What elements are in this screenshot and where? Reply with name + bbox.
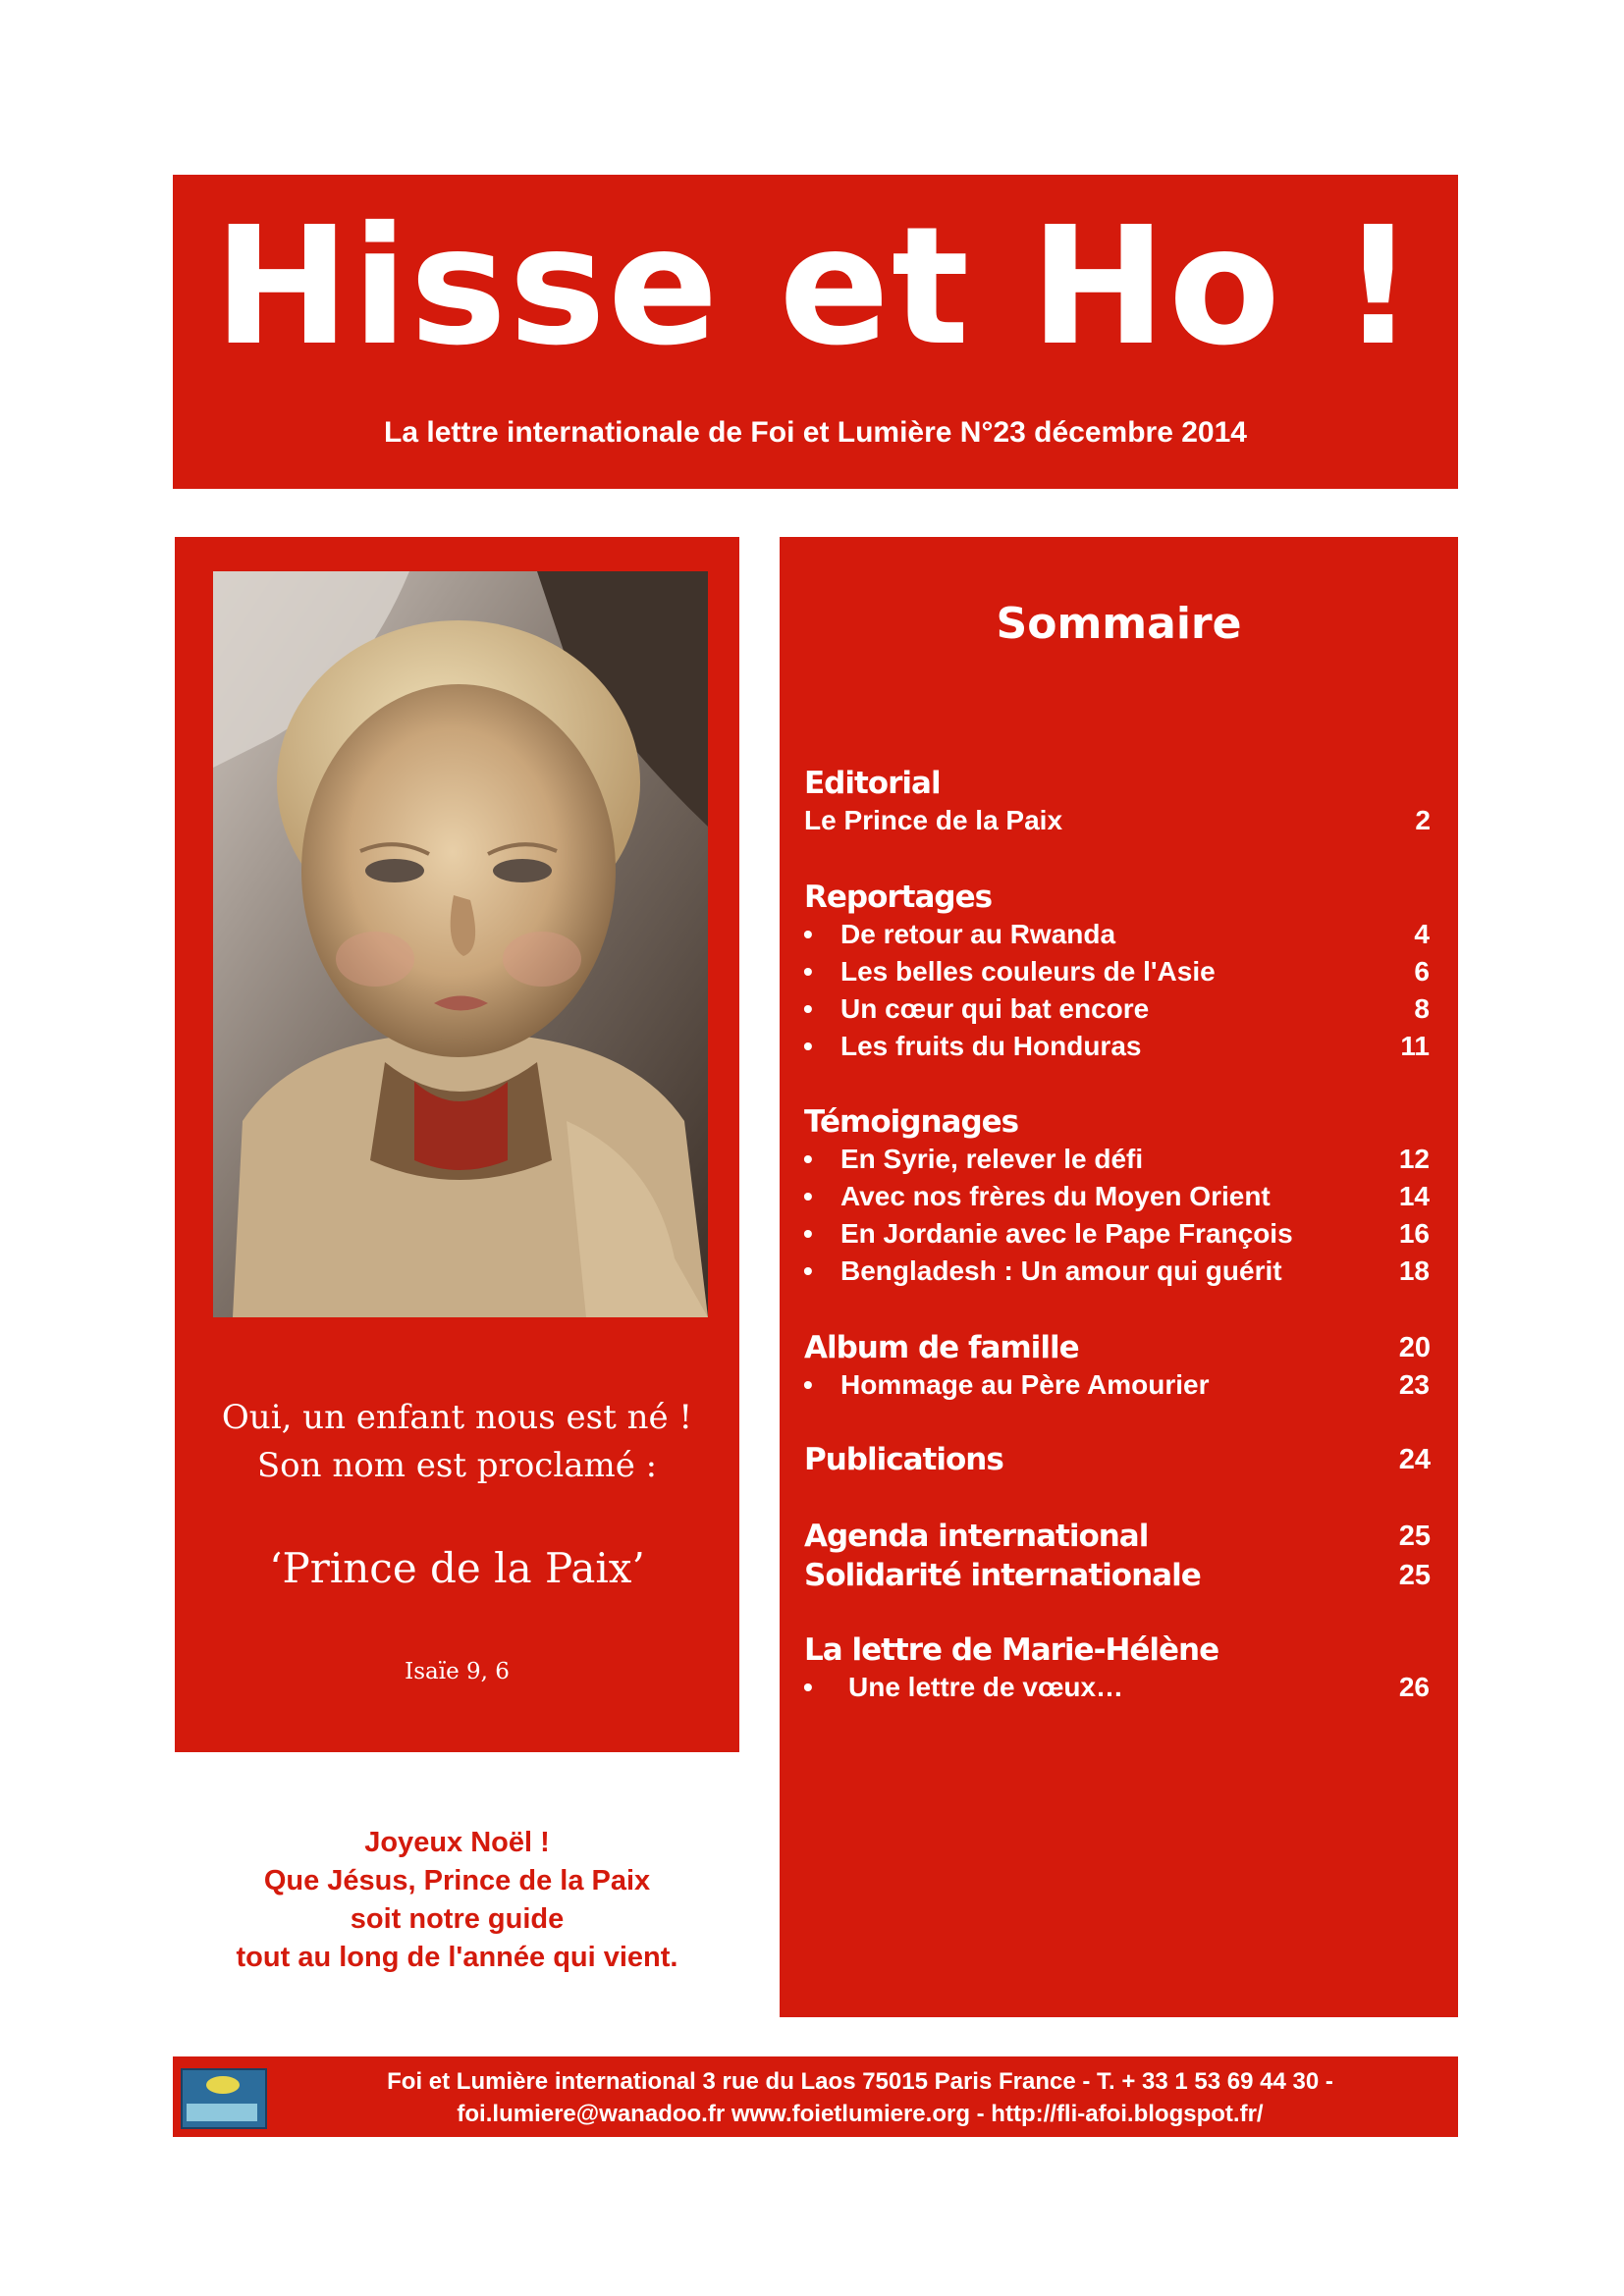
toc-item-label: De retour au Rwanda (840, 919, 1116, 949)
toc-page-number: 12 (1398, 1144, 1430, 1174)
toc-item-label: Avec nos frères du Moyen Orient (840, 1181, 1271, 1211)
toc-page-number: 11 (1400, 1031, 1430, 1061)
toc-section-label: Agenda international (804, 1519, 1149, 1554)
newsletter-subtitle: La lettre internationale de Foi et Lumière N°23 décembre 2014 (384, 416, 1247, 449)
greeting-line-3: soit notre guide (350, 1903, 565, 1935)
toc-item[interactable] (803, 1031, 1441, 1062)
toc-page-number: 18 (1398, 1255, 1430, 1286)
toc-item-label: Le Prince de la Paix (804, 805, 1063, 835)
toc-item-label: Les fruits du Honduras (840, 1031, 1142, 1061)
toc-item[interactable] (803, 1144, 1441, 1175)
toc-item-label: En Jordanie avec le Pape François (840, 1218, 1293, 1249)
toc-item-label: Un cœur qui bat encore (840, 993, 1150, 1024)
toc-item-label: Une lettre de vœux… (848, 1672, 1124, 1702)
masthead-banner (173, 175, 1458, 489)
toc-section-label: Album de famille (804, 1330, 1079, 1365)
greeting-line-2: Que Jésus, Prince de la Paix (263, 1865, 651, 1896)
toc-item-label: Bengladesh : Un amour qui guérit (840, 1255, 1282, 1286)
toc-item[interactable] (803, 1218, 1441, 1250)
toc-item-label: Hommage au Père Amourier (840, 1369, 1210, 1400)
cover-panel (175, 537, 739, 1752)
toc-page-number: 20 (1398, 1332, 1431, 1363)
table-of-contents (780, 537, 1458, 2017)
verse-reference: Isaïe 9, 6 (405, 1659, 510, 1684)
toc-section-label: Solidarité internationale (804, 1558, 1201, 1593)
toc-item[interactable] (803, 1369, 1441, 1401)
toc-item[interactable] (803, 1672, 1441, 1703)
toc-page-number: 16 (1398, 1218, 1430, 1249)
christmas-greeting (175, 1824, 739, 1977)
toc-item[interactable] (803, 993, 1441, 1025)
toc-section-lettre[interactable]: La lettre de Marie-Hélène (804, 1632, 1219, 1668)
toc-section-temoignages[interactable]: Témoignages (804, 1104, 1019, 1140)
foi-et-lumiere-logo-icon (181, 2068, 267, 2129)
verse-title: ‘Prince de la Paix’ (269, 1544, 645, 1592)
toc-item-label: Les belles couleurs de l'Asie (840, 956, 1216, 987)
verse-line-1: Oui, un enfant nous est né ! (221, 1398, 693, 1437)
newsletter-title: Hisse et Ho ! (213, 192, 1418, 382)
toc-section-agenda[interactable] (804, 1519, 1442, 1554)
footer-contact-links[interactable]: foi.lumiere@wanadoo.fr www.foietlumiere.org - http://fli-afoi.blogspot.fr/ (457, 2101, 1264, 2127)
toc-section-album[interactable] (804, 1330, 1442, 1365)
footer-address: Foi et Lumière international 3 rue du Laos 75015 Paris France - T. + 33 1 53 69 44 30 - (387, 2068, 1333, 2095)
toc-page-number: 24 (1398, 1444, 1431, 1475)
toc-section-reportages[interactable]: Reportages (804, 880, 993, 915)
toc-page-number: 8 (1414, 993, 1430, 1024)
toc-item-label: En Syrie, relever le défi (840, 1144, 1144, 1174)
toc-page-number: 23 (1398, 1369, 1430, 1400)
toc-page-number: 4 (1414, 919, 1430, 949)
greeting-line-4: tout au long de l'année qui vient. (236, 1942, 678, 1973)
toc-item-editorial[interactable] (804, 805, 1442, 836)
greeting-line-1: Joyeux Noël ! (364, 1827, 550, 1858)
toc-section-editorial[interactable]: Editorial (804, 766, 941, 801)
toc-section-publications[interactable] (804, 1442, 1442, 1477)
toc-heading: Sommaire (996, 599, 1242, 649)
toc-item[interactable] (803, 1255, 1441, 1287)
cover-photo (213, 571, 708, 1317)
verse-line-2: Son nom est proclamé : (256, 1446, 658, 1485)
toc-item[interactable] (803, 919, 1441, 950)
toc-section-solidarite[interactable] (804, 1558, 1442, 1593)
toc-page-number: 26 (1398, 1672, 1430, 1702)
toc-section-label: Publications (804, 1442, 1003, 1477)
child-statue-image (213, 571, 708, 1317)
footer-banner (173, 2056, 1458, 2137)
toc-page-number: 6 (1414, 956, 1430, 987)
toc-item[interactable] (803, 956, 1441, 988)
toc-page-number: 25 (1398, 1521, 1431, 1552)
toc-page-number: 14 (1398, 1181, 1430, 1211)
toc-item[interactable] (803, 1181, 1441, 1212)
toc-page-number: 25 (1398, 1560, 1431, 1591)
toc-page-number: 2 (1415, 805, 1431, 835)
